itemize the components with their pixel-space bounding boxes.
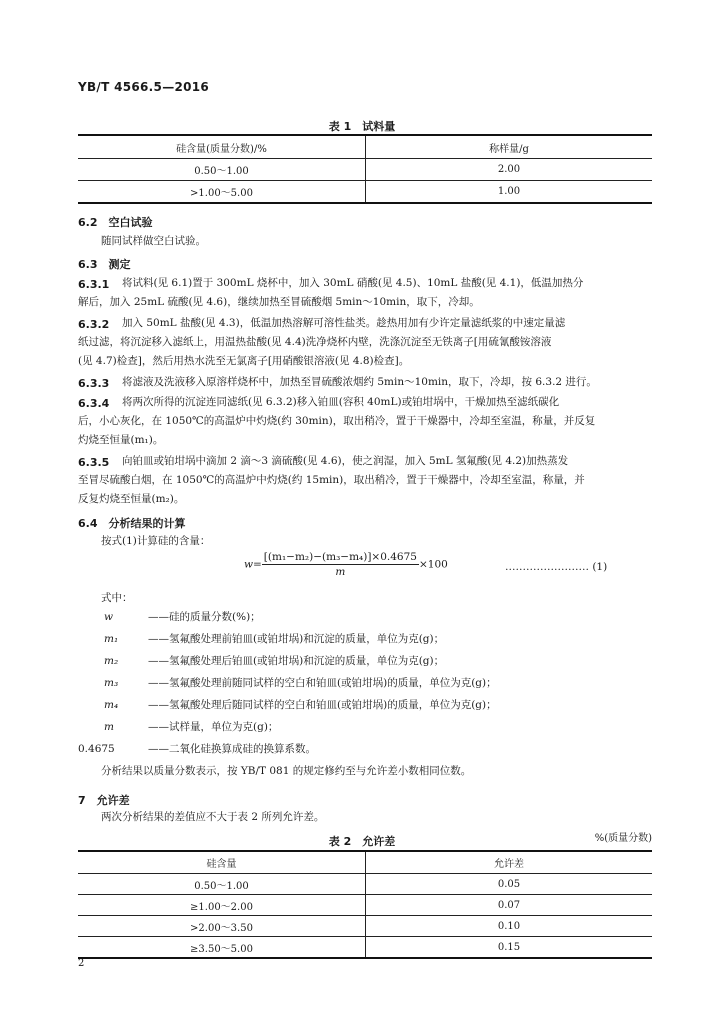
- table-cell: 0.50～1.00: [78, 874, 366, 895]
- section-heading-6-3: 6.3 测定: [78, 258, 131, 271]
- paragraph-line: 加入 50mL 盐酸(见 4.3)，低温加热溶解可溶性盐类。趁热用加有少许定量滤纸浆的中速定量滤: [122, 317, 566, 329]
- table-cell: 0.10: [366, 916, 653, 937]
- table-row: [78, 874, 652, 895]
- table-header-cell: 硅含量(质量分数)/%: [78, 135, 366, 159]
- formula-numerator: [(m₁−m₂)−(m₃−m₄)]×0.4675: [263, 551, 417, 563]
- clause-number: 6.3.1: [78, 278, 110, 291]
- symbol: m₃: [104, 677, 119, 689]
- definition-text: ——二氧化硅换算成硅的换算系数。: [148, 743, 316, 755]
- definition-line: [78, 744, 316, 755]
- table-header-row: [78, 135, 652, 159]
- table-header-cell: 硅含量: [78, 851, 366, 874]
- paragraph: 按式(1)计算硅的含量：: [101, 535, 211, 547]
- symbol: 0.4675: [78, 743, 115, 755]
- definition-text: ——氢氟酸处理前随同试样的空白和铂皿(或铂坩埚)的质量，单位为克(g)；: [148, 677, 497, 689]
- paragraph-line: 解后，加入 25mL 硫酸(见 4.6)，继续加热至冒硫酸烟 5min～10min，取下，冷却。: [78, 296, 480, 308]
- section-heading-6-4: 6.4 分析结果的计算: [78, 517, 186, 530]
- table-cell: 1.00: [366, 181, 653, 204]
- table-header-cell: 允许差: [366, 851, 653, 874]
- page-number: 2: [78, 958, 85, 969]
- table-cell: 2.00: [366, 159, 653, 181]
- definition-line: [104, 634, 444, 645]
- symbol: m₄: [104, 699, 119, 711]
- paragraph-line: 至冒尽硫酸白烟，在 1050℃的高温炉中灼烧(约 15min)，取出稍冷，置于干燥器中，冷却至室温，称量，并: [78, 474, 585, 486]
- definition-line: [104, 678, 497, 689]
- section-heading-7: 7 允许差: [78, 794, 130, 807]
- table-cell: 0.50～1.00: [78, 159, 366, 181]
- table1-caption: 表 1 试料量: [328, 120, 396, 133]
- symbol: m₁: [104, 633, 119, 645]
- definition-text: ——氢氟酸处理后铂皿(或铂坩埚)和沉淀的质量，单位为克(g)；: [148, 655, 445, 667]
- definition-line: [104, 700, 497, 711]
- table-cell: 0.05: [366, 874, 653, 895]
- table-cell: ≥1.00～2.00: [78, 895, 366, 916]
- paragraph-line: 灼烧至恒量(m₁)。: [78, 434, 164, 446]
- paragraph-line: 将试料(见 6.1)置于 300mL 烧杯中，加入 30mL 硝酸(见 4.5)、10mL 盐酸(见 4.1)，低温加热分: [122, 277, 584, 289]
- paragraph-line: 将两次所得的沉淀连同滤纸(见 6.3.2)移入铂皿(容积 40mL)或铂坩埚中，干燥加热至滤纸碳化: [122, 396, 560, 408]
- formula-tail: ×100: [418, 558, 448, 571]
- definition-line: [104, 612, 261, 623]
- table-cell: >2.00～3.50: [78, 916, 366, 937]
- paragraph-line: 将滤液及洗液移入原溶样烧杯中，加热至冒硫酸浓烟约 5min～10min，取下，冷却，按 6.3.2 进行。: [122, 376, 597, 388]
- clause-number: 6.3.2: [78, 318, 110, 331]
- symbol: w: [104, 611, 113, 623]
- table-row: [78, 159, 652, 181]
- table-row: [78, 181, 652, 204]
- table-row: [78, 916, 652, 937]
- table2: [78, 850, 652, 959]
- formula: [244, 551, 448, 578]
- paragraph-line: 反复灼烧至恒量(m₂)。: [78, 493, 185, 505]
- definition-text: ——硅的质量分数(%)；: [148, 611, 261, 623]
- formula-label: …………………… (1): [505, 561, 608, 573]
- paragraph-line: 纸过滤，将沉淀移入滤纸上，用温热盐酸(见 4.4)洗净烧杯内壁，洗涤沉淀至无铁离子[用硫氰酸铵溶液: [78, 336, 552, 348]
- formula-lhs: w=: [244, 558, 262, 571]
- section-heading-6-2: 6.2 空白试验: [78, 216, 153, 229]
- clause-number: 6.3.4: [78, 397, 110, 410]
- paragraph: 分析结果以质量分数表示，按 YB/T 081 的规定修约至与允许差小数相同位数。: [101, 765, 472, 777]
- definition-line: [104, 722, 278, 733]
- table-row: [78, 895, 652, 916]
- table-cell: ≥3.50～5.00: [78, 937, 366, 959]
- table1: [78, 134, 652, 204]
- symbol: m: [104, 721, 114, 733]
- clause-number: 6.3.3: [78, 377, 110, 390]
- table2-caption: 表 2 允许差: [328, 835, 396, 848]
- formula-fraction: [262, 551, 419, 578]
- paragraph-line: (见 4.7)检查]，然后用热水洗至无氯离子[用硝酸银溶液(见 4.8)检查]。: [78, 355, 410, 367]
- paragraph: 两次分析结果的差值应不大于表 2 所列允许差。: [101, 811, 325, 823]
- clause-number: 6.3.5: [78, 456, 110, 469]
- definition-text: ——氢氟酸处理后随同试样的空白和铂皿(或铂坩埚)的质量，单位为克(g)；: [148, 699, 497, 711]
- table-header-row: [78, 851, 652, 874]
- definition-text: ——试样量，单位为克(g)；: [148, 721, 279, 733]
- symbol: m₂: [104, 655, 119, 667]
- definition-line: [104, 656, 444, 667]
- definition-text: ——氢氟酸处理前铂皿(或铂坩埚)和沉淀的质量，单位为克(g)；: [148, 633, 445, 645]
- formula-denominator: m: [335, 566, 346, 578]
- paragraph-line: 向铂皿或铂坩埚中滴加 2 滴～3 滴硫酸(见 4.6)，使之润湿，加入 5mL 氢氟酸(见 4.2)加热蒸发: [122, 455, 569, 467]
- standard-code: YB/T 4566.5—2016: [78, 80, 210, 94]
- table2-unit: %(质量分数): [594, 833, 652, 844]
- table-row: [78, 937, 652, 959]
- paragraph-line: 后，小心灰化，在 1050℃的高温炉中灼烧(约 30min)，取出稍冷，置于干燥器中，冷却至室温，称量，并反复: [78, 415, 596, 427]
- table-cell: 0.15: [366, 937, 653, 959]
- where-label: 式中：: [101, 592, 133, 604]
- table-cell: 0.07: [366, 895, 653, 916]
- table-cell: >1.00～5.00: [78, 181, 366, 204]
- table-header-cell: 称样量/g: [366, 135, 653, 159]
- paragraph: 随同试样做空白试验。: [101, 235, 206, 247]
